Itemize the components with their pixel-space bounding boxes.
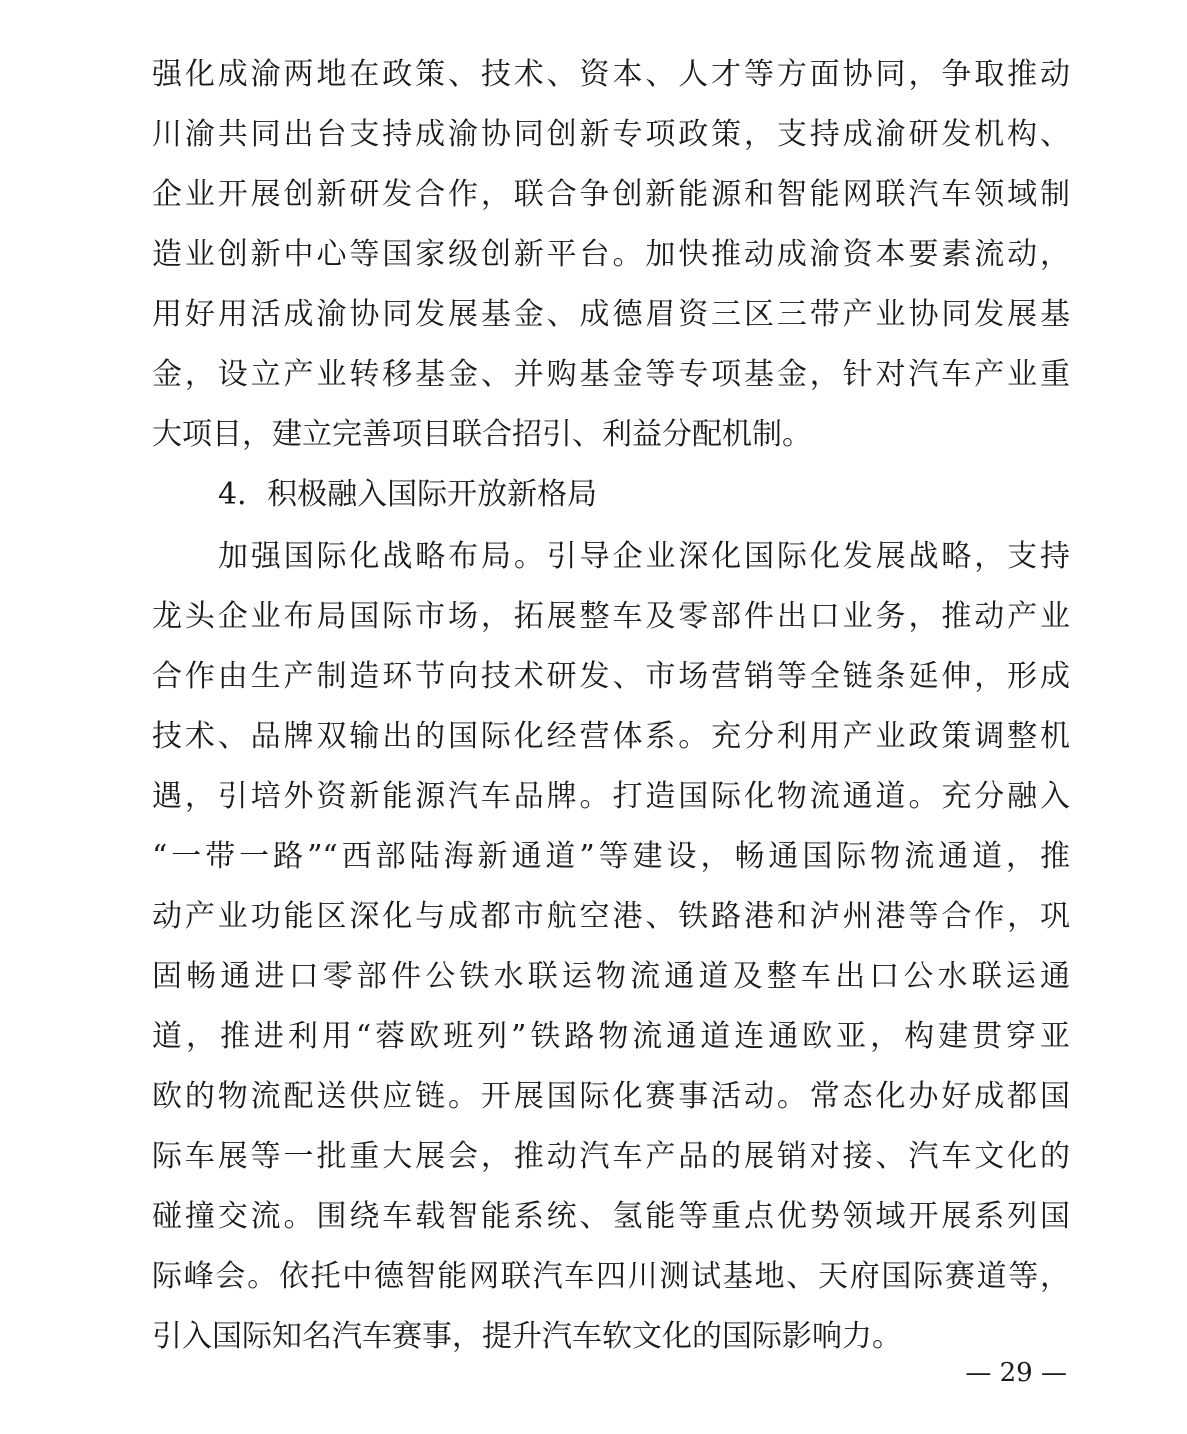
text-line: 欧的物流配送供应链。开展国际化赛事活动。常态化办好成都国 [152,1079,1070,1114]
text-line: 金，设立产业转移基金、并购基金等专项基金，针对汽车产业重 [152,357,1070,392]
text-line: 动产业功能区深化与成都市航空港、铁路港和泸州港等合作，巩 [152,899,1070,934]
text-line: 用好用活成渝协同发展基金、成德眉资三区三带产业协同发展基 [152,297,1070,332]
text-line: 碰撞交流。围绕车载智能系统、氢能等重点优势领域开展系列国 [152,1199,1070,1234]
text-line: 加强国际化战略布局。引导企业深化国际化发展战略，支持 [218,539,1070,574]
text-line: 强化成渝两地在政策、技术、资本、人才等方面协同，争取推动 [152,57,1070,92]
text-line: 龙头企业布局国际市场，拓展整车及零部件出口业务，推动产业 [152,599,1070,634]
text-line: “一带一路”“西部陆海新通道”等建设，畅通国际物流通道，推 [152,839,1070,874]
text-line: 遇，引培外资新能源汽车品牌。打造国际化物流通道。充分融入 [152,779,1070,814]
text-line: 道，推进利用“蓉欧班列”铁路物流通道连通欧亚，构建贯穿亚 [152,1019,1070,1054]
text-line: 造业创新中心等国家级创新平台。加快推动成渝资本要素流动， [152,237,1070,272]
text-line: 大项目，建立完善项目联合招引、利益分配机制。 [152,417,812,452]
text-line: 际车展等一批重大展会，推动汽车产品的展销对接、汽车文化的 [152,1139,1070,1174]
text-line: 合作由生产制造环节向技术研发、市场营销等全链条延伸，形成 [152,659,1070,694]
text-line: 际峰会。依托中德智能网联汽车四川测试基地、天府国际赛道等， [152,1259,1070,1294]
text-line: 技术、品牌双输出的国际化经营体系。充分利用产业政策调整机 [152,719,1070,754]
page-number: — 29 — [965,1358,1067,1388]
text-line: 企业开展创新研发合作，联合争创新能源和智能网联汽车领域制 [152,177,1070,212]
text-line: 川渝共同出台支持成渝协同创新专项政策，支持成渝研发机构、 [152,117,1070,152]
section-heading: 4．积极融入国际开放新格局 [218,477,598,512]
text-line: 引入国际知名汽车赛事，提升汽车软文化的国际影响力。 [152,1319,902,1354]
text-line: 固畅通进口零部件公铁水联运物流通道及整车出口公水联运通 [152,959,1070,994]
